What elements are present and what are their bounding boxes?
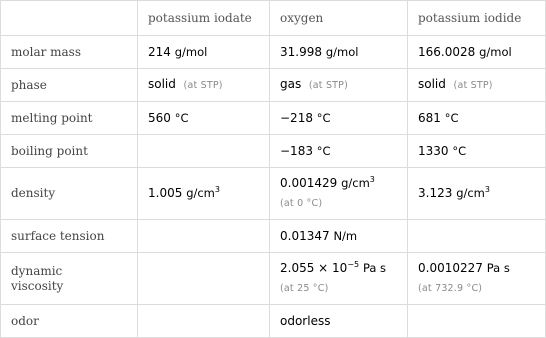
cell-unit: °C [316,143,331,158]
cell-value: 0.0010227 [418,261,483,275]
row-label-line: viscosity [11,278,64,293]
cell-value: 560 [148,110,171,125]
cell-unit: Pa s [486,261,510,275]
cell-value: 214 [148,44,171,59]
cell-unit: g/mol [325,44,359,59]
cell-value: gas [280,77,302,91]
cell-unit: g/cm [341,176,370,190]
table-row [1,220,546,253]
table-cell [270,36,408,69]
cell-note: (at STP) [183,80,223,91]
table-cell-empty [138,220,270,253]
column-header-oxygen: oxygen [270,1,408,36]
header-row [1,1,546,36]
cell-unit: g/mol [174,44,208,59]
table-cell [408,69,546,102]
table-cell [408,102,546,135]
cell-value: 3.123 [418,186,453,200]
cell-unit: °C [444,110,459,125]
table-row [1,253,546,305]
cell-note: (at 732.9 °C) [418,283,483,294]
table-cell-empty [138,135,270,168]
cell-value: 1330 [418,143,449,158]
cell-note: (at 25 °C) [280,283,329,294]
table-cell [138,69,270,102]
cell-unit: g/mol [479,44,512,59]
cell-value: 681 [418,110,441,125]
cell-value: −183 [280,143,313,158]
table-row [1,135,546,168]
row-label-line: dynamic [11,263,63,278]
cell-value: solid [148,77,176,91]
table-cell-empty [138,305,270,338]
table-cell [270,253,408,305]
corner-cell [1,1,138,36]
cell-unit: Pa s [362,261,387,275]
table-cell [408,36,546,69]
table-row [1,102,546,135]
table-cell [270,135,408,168]
table-cell [270,102,408,135]
table-cell [270,220,408,253]
row-label-density: density [1,168,138,220]
table-cell [408,253,546,305]
table-cell-empty [138,253,270,305]
cell-note: (at STP) [453,80,493,91]
cell-value: 0.001429 [280,176,338,190]
cell-unit: °C [452,143,467,158]
cell-value: solid [418,77,446,91]
cell-value: 2.055 × 10 [280,261,348,275]
table-row [1,69,546,102]
cell-value: 166.0028 [418,44,476,59]
row-label-molar-mass: molar mass [1,36,138,69]
cell-value: 1.005 [148,186,183,200]
table-cell [408,168,546,220]
column-header-potassium-iodide: potassium iodide [408,1,546,36]
cell-unit: N/m [333,228,358,243]
cell-unit: °C [174,110,189,125]
value-superscript: −5 [347,260,360,269]
unit-superscript: 3 [214,185,220,194]
table-cell [270,305,408,338]
row-label-phase: phase [1,69,138,102]
table-cell [408,135,546,168]
table-cell [270,168,408,220]
table-cell [138,36,270,69]
cell-unit: g/cm [456,186,485,200]
row-label-melting-point: melting point [1,102,138,135]
table-cell [138,168,270,220]
row-label-dynamic-viscosity [1,253,138,305]
row-label-odor: odor [1,305,138,338]
column-header-potassium-iodate: potassium iodate [138,1,270,36]
cell-note: (at STP) [308,80,349,91]
table-cell [270,69,408,102]
cell-unit: °C [316,110,331,125]
cell-value: 31.998 [280,44,322,59]
table-cell-empty [408,305,546,338]
unit-superscript: 3 [369,175,375,184]
row-label-surface-tension: surface tension [1,220,138,253]
table-cell [138,102,270,135]
table-row [1,168,546,220]
cell-value: 0.01347 [280,228,330,243]
unit-superscript: 3 [484,185,490,194]
table-row [1,305,546,338]
cell-value: odorless [280,313,331,328]
cell-value: −218 [280,110,313,125]
table-row [1,36,546,69]
row-label-boiling-point: boiling point [1,135,138,168]
table-cell-empty [408,220,546,253]
cell-note: (at 0 °C) [280,198,323,209]
cell-unit: g/cm [186,186,215,200]
